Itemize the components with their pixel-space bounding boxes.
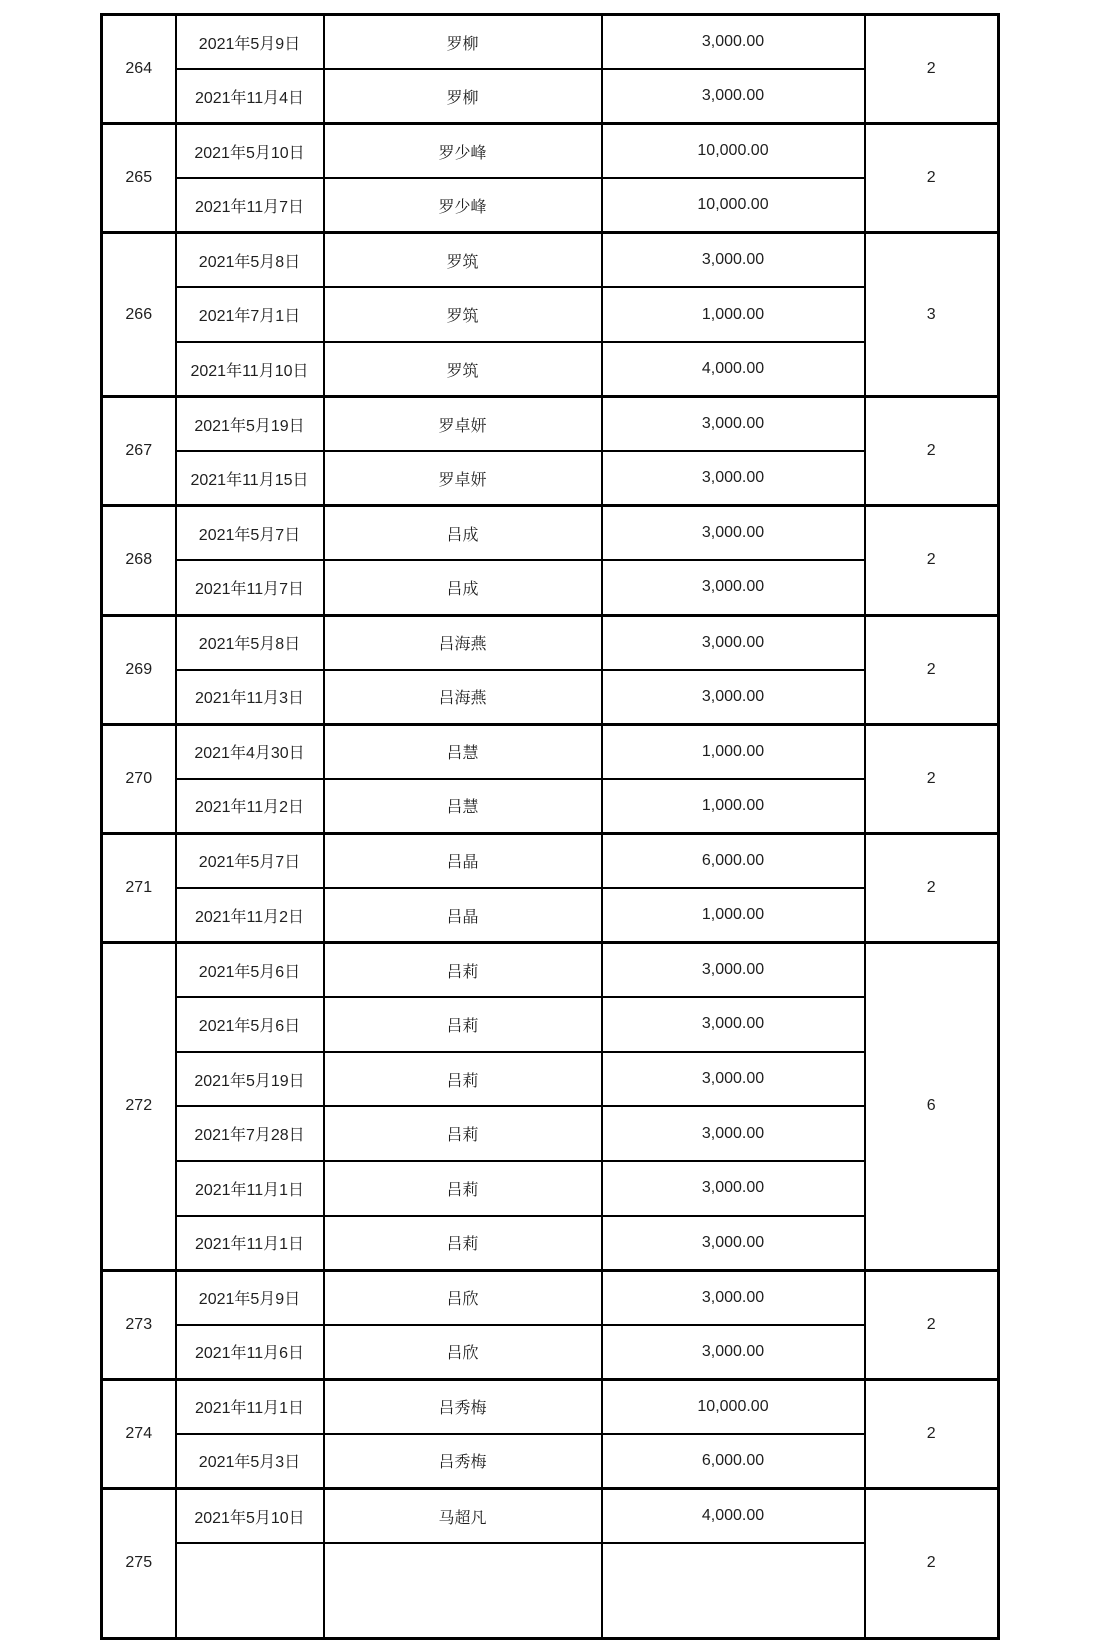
count-cell: 2 bbox=[865, 506, 999, 615]
date-cell: 2021年5月8日 bbox=[176, 233, 324, 288]
count-cell: 2 bbox=[865, 1489, 999, 1639]
amount-cell: 3,000.00 bbox=[602, 1106, 865, 1161]
table-row bbox=[102, 724, 999, 779]
amount-cell: 1,000.00 bbox=[602, 779, 865, 834]
amount-cell: 3,000.00 bbox=[602, 1161, 865, 1216]
row-number-cell: 269 bbox=[102, 615, 176, 724]
date-cell: 2021年11月7日 bbox=[176, 178, 324, 233]
date-cell: 2021年11月2日 bbox=[176, 888, 324, 943]
row-number-cell: 264 bbox=[102, 15, 176, 124]
table-row bbox=[102, 69, 999, 124]
date-cell: 2021年11月7日 bbox=[176, 560, 324, 615]
name-cell: 罗筑 bbox=[324, 233, 602, 288]
name-cell: 吕慧 bbox=[324, 779, 602, 834]
amount-cell: 10,000.00 bbox=[602, 178, 865, 233]
amount-cell: 3,000.00 bbox=[602, 1325, 865, 1380]
name-cell: 吕欣 bbox=[324, 1325, 602, 1380]
amount-cell: 3,000.00 bbox=[602, 560, 865, 615]
table-row bbox=[102, 833, 999, 888]
table-row bbox=[102, 1270, 999, 1325]
count-cell: 2 bbox=[865, 724, 999, 833]
amount-cell: 3,000.00 bbox=[602, 451, 865, 506]
amount-cell: 3,000.00 bbox=[602, 506, 865, 561]
date-cell: 2021年11月2日 bbox=[176, 779, 324, 834]
table-row bbox=[102, 287, 999, 342]
date-cell: 2021年11月4日 bbox=[176, 69, 324, 124]
date-cell bbox=[176, 1543, 324, 1638]
table-row bbox=[102, 178, 999, 233]
amount-cell: 3,000.00 bbox=[602, 1270, 865, 1325]
count-cell: 2 bbox=[865, 397, 999, 506]
amount-cell: 10,000.00 bbox=[602, 1379, 865, 1434]
name-cell: 吕秀梅 bbox=[324, 1379, 602, 1434]
amount-cell: 3,000.00 bbox=[602, 1052, 865, 1107]
table-row bbox=[102, 451, 999, 506]
name-cell: 罗筑 bbox=[324, 287, 602, 342]
table-row bbox=[102, 779, 999, 834]
amount-cell: 10,000.00 bbox=[602, 124, 865, 179]
name-cell: 吕莉 bbox=[324, 1106, 602, 1161]
table-row bbox=[102, 1325, 999, 1380]
name-cell: 马超凡 bbox=[324, 1489, 602, 1544]
date-cell: 2021年5月6日 bbox=[176, 943, 324, 998]
date-cell: 2021年5月3日 bbox=[176, 1434, 324, 1489]
date-cell: 2021年7月28日 bbox=[176, 1106, 324, 1161]
amount-cell: 6,000.00 bbox=[602, 1434, 865, 1489]
table-row bbox=[102, 1379, 999, 1434]
name-cell: 罗筑 bbox=[324, 342, 602, 397]
date-cell: 2021年11月3日 bbox=[176, 670, 324, 725]
name-cell: 吕晶 bbox=[324, 833, 602, 888]
date-cell: 2021年5月19日 bbox=[176, 397, 324, 452]
row-number-cell: 266 bbox=[102, 233, 176, 397]
date-cell: 2021年5月10日 bbox=[176, 1489, 324, 1544]
count-cell: 3 bbox=[865, 233, 999, 397]
date-cell: 2021年11月1日 bbox=[176, 1161, 324, 1216]
table-row bbox=[102, 1489, 999, 1544]
table-row bbox=[102, 670, 999, 725]
table-row bbox=[102, 1216, 999, 1271]
name-cell: 吕成 bbox=[324, 506, 602, 561]
name-cell: 吕晶 bbox=[324, 888, 602, 943]
donation-records-table bbox=[100, 13, 1000, 1640]
name-cell: 罗少峰 bbox=[324, 124, 602, 179]
name-cell: 吕莉 bbox=[324, 997, 602, 1052]
date-cell: 2021年5月7日 bbox=[176, 833, 324, 888]
table-row bbox=[102, 342, 999, 397]
name-cell: 罗柳 bbox=[324, 15, 602, 70]
amount-cell: 3,000.00 bbox=[602, 15, 865, 70]
date-cell: 2021年11月6日 bbox=[176, 1325, 324, 1380]
name-cell: 吕欣 bbox=[324, 1270, 602, 1325]
table-row bbox=[102, 560, 999, 615]
amount-cell: 1,000.00 bbox=[602, 287, 865, 342]
date-cell: 2021年5月6日 bbox=[176, 997, 324, 1052]
name-cell: 吕莉 bbox=[324, 1161, 602, 1216]
table-row bbox=[102, 233, 999, 288]
name-cell bbox=[324, 1543, 602, 1638]
amount-cell: 3,000.00 bbox=[602, 233, 865, 288]
name-cell: 吕海燕 bbox=[324, 615, 602, 670]
table-row bbox=[102, 943, 999, 998]
name-cell: 吕莉 bbox=[324, 1216, 602, 1271]
table-row bbox=[102, 397, 999, 452]
count-cell: 2 bbox=[865, 615, 999, 724]
table-row bbox=[102, 1052, 999, 1107]
row-number-cell: 272 bbox=[102, 943, 176, 1271]
name-cell: 吕成 bbox=[324, 560, 602, 615]
row-number-cell: 274 bbox=[102, 1379, 176, 1488]
name-cell: 罗柳 bbox=[324, 69, 602, 124]
name-cell: 吕慧 bbox=[324, 724, 602, 779]
name-cell: 吕秀梅 bbox=[324, 1434, 602, 1489]
count-cell: 2 bbox=[865, 15, 999, 124]
count-cell: 2 bbox=[865, 833, 999, 942]
name-cell: 吕海燕 bbox=[324, 670, 602, 725]
amount-cell: 3,000.00 bbox=[602, 670, 865, 725]
table-row bbox=[102, 506, 999, 561]
count-cell: 6 bbox=[865, 943, 999, 1271]
count-cell: 2 bbox=[865, 1270, 999, 1379]
row-number-cell: 265 bbox=[102, 124, 176, 233]
table-row bbox=[102, 997, 999, 1052]
date-cell: 2021年5月9日 bbox=[176, 15, 324, 70]
date-cell: 2021年11月1日 bbox=[176, 1379, 324, 1434]
amount-cell: 4,000.00 bbox=[602, 342, 865, 397]
date-cell: 2021年11月15日 bbox=[176, 451, 324, 506]
amount-cell: 1,000.00 bbox=[602, 724, 865, 779]
table-row bbox=[102, 1543, 999, 1638]
table-row bbox=[102, 615, 999, 670]
table-row bbox=[102, 15, 999, 70]
table-row bbox=[102, 1106, 999, 1161]
amount-cell: 3,000.00 bbox=[602, 397, 865, 452]
table-row bbox=[102, 1161, 999, 1216]
count-cell: 2 bbox=[865, 1379, 999, 1488]
date-cell: 2021年5月19日 bbox=[176, 1052, 324, 1107]
date-cell: 2021年11月1日 bbox=[176, 1216, 324, 1271]
row-number-cell: 270 bbox=[102, 724, 176, 833]
amount-cell: 4,000.00 bbox=[602, 1489, 865, 1544]
date-cell: 2021年5月7日 bbox=[176, 506, 324, 561]
date-cell: 2021年5月10日 bbox=[176, 124, 324, 179]
date-cell: 2021年11月10日 bbox=[176, 342, 324, 397]
name-cell: 罗少峰 bbox=[324, 178, 602, 233]
name-cell: 吕莉 bbox=[324, 943, 602, 998]
amount-cell: 3,000.00 bbox=[602, 1216, 865, 1271]
date-cell: 2021年5月8日 bbox=[176, 615, 324, 670]
row-number-cell: 271 bbox=[102, 833, 176, 942]
date-cell: 2021年7月1日 bbox=[176, 287, 324, 342]
table-row bbox=[102, 888, 999, 943]
name-cell: 罗卓妍 bbox=[324, 451, 602, 506]
table-row bbox=[102, 124, 999, 179]
amount-cell: 3,000.00 bbox=[602, 943, 865, 998]
count-cell: 2 bbox=[865, 124, 999, 233]
row-number-cell: 268 bbox=[102, 506, 176, 615]
name-cell: 吕莉 bbox=[324, 1052, 602, 1107]
row-number-cell: 275 bbox=[102, 1489, 176, 1639]
amount-cell: 3,000.00 bbox=[602, 997, 865, 1052]
amount-cell bbox=[602, 1543, 865, 1638]
row-number-cell: 273 bbox=[102, 1270, 176, 1379]
amount-cell: 6,000.00 bbox=[602, 833, 865, 888]
date-cell: 2021年4月30日 bbox=[176, 724, 324, 779]
row-number-cell: 267 bbox=[102, 397, 176, 506]
table-row bbox=[102, 1434, 999, 1489]
table-body bbox=[102, 15, 999, 1639]
amount-cell: 3,000.00 bbox=[602, 69, 865, 124]
amount-cell: 3,000.00 bbox=[602, 615, 865, 670]
date-cell: 2021年5月9日 bbox=[176, 1270, 324, 1325]
amount-cell: 1,000.00 bbox=[602, 888, 865, 943]
name-cell: 罗卓妍 bbox=[324, 397, 602, 452]
